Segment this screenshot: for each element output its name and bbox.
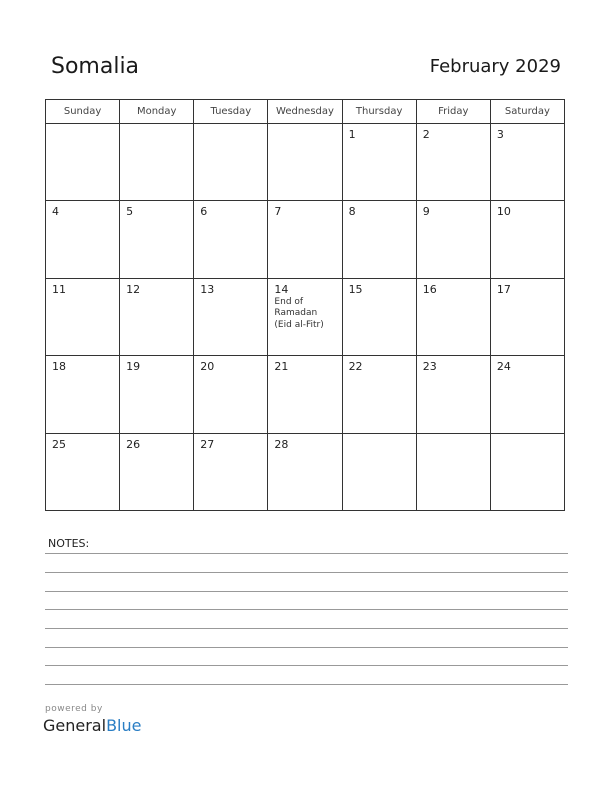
note-line bbox=[45, 591, 568, 592]
note-line bbox=[45, 665, 568, 666]
weekday-header: Thursday bbox=[342, 100, 416, 124]
day-number: 7 bbox=[274, 205, 282, 219]
calendar-week-row bbox=[46, 201, 565, 278]
holiday-event bbox=[268, 296, 336, 332]
day-number: 25 bbox=[52, 437, 66, 451]
day-number: 26 bbox=[126, 437, 141, 451]
holiday-event-line: End of bbox=[274, 296, 304, 307]
day-cell bbox=[416, 356, 490, 433]
weekday-header: Monday bbox=[120, 100, 194, 124]
day-cell bbox=[194, 356, 268, 433]
day-cell bbox=[46, 278, 120, 355]
weekday-header: Tuesday bbox=[194, 100, 268, 124]
day-cell bbox=[416, 433, 490, 510]
day-cell bbox=[120, 356, 194, 433]
country-title: Somalia bbox=[51, 54, 140, 79]
day-cell bbox=[416, 201, 490, 278]
weekday-header: Wednesday bbox=[268, 100, 342, 124]
calendar-grid bbox=[45, 99, 565, 511]
day-number: 2 bbox=[422, 128, 430, 141]
day-cell bbox=[46, 433, 120, 510]
day-cell bbox=[268, 278, 342, 355]
day-cell bbox=[268, 433, 342, 510]
note-line bbox=[45, 553, 568, 554]
calendar-week-row bbox=[46, 124, 565, 201]
generalblue-logo bbox=[43, 716, 141, 735]
day-cell bbox=[120, 201, 194, 278]
day-cell bbox=[46, 356, 120, 433]
day-cell bbox=[490, 201, 564, 278]
month-year-title: February 2029 bbox=[429, 56, 561, 77]
day-number: 23 bbox=[422, 360, 437, 374]
calendar-week-row bbox=[46, 356, 565, 433]
day-cell bbox=[342, 201, 416, 278]
brand-part-blue: Blue bbox=[106, 716, 142, 735]
day-number: 9 bbox=[422, 205, 430, 219]
day-number: 12 bbox=[126, 282, 141, 296]
brand-part-general: General bbox=[43, 716, 107, 735]
day-number: 10 bbox=[496, 205, 511, 219]
day-number: 27 bbox=[200, 437, 215, 451]
notes-label: NOTES: bbox=[48, 537, 90, 550]
day-number: 15 bbox=[348, 282, 363, 296]
day-number: 6 bbox=[200, 205, 208, 219]
day-cell bbox=[268, 356, 342, 433]
day-number: 4 bbox=[52, 205, 59, 219]
note-line bbox=[45, 572, 568, 573]
weekday-header: Saturday bbox=[490, 100, 564, 124]
day-cell bbox=[120, 433, 194, 510]
weekday-header-row bbox=[46, 100, 565, 124]
day-cell bbox=[46, 201, 120, 278]
weekday-header: Sunday bbox=[46, 100, 120, 124]
day-number: 19 bbox=[126, 360, 141, 374]
day-number: 28 bbox=[274, 437, 289, 451]
day-cell bbox=[490, 356, 564, 433]
holiday-event-line: (Eid al-Fitr) bbox=[274, 319, 324, 330]
day-number: 24 bbox=[496, 360, 511, 374]
day-cell bbox=[490, 278, 564, 355]
day-cell bbox=[268, 124, 342, 201]
day-number: 14 bbox=[274, 282, 289, 296]
day-number: 8 bbox=[348, 205, 356, 219]
note-line bbox=[45, 647, 568, 648]
day-number: 16 bbox=[422, 282, 437, 296]
powered-by-text: powered by bbox=[45, 704, 103, 714]
day-cell bbox=[342, 278, 416, 355]
weekday-header: Friday bbox=[416, 100, 490, 124]
day-cell bbox=[490, 124, 564, 201]
day-cell bbox=[120, 124, 194, 201]
day-number: 13 bbox=[200, 282, 215, 296]
day-number: 22 bbox=[348, 360, 363, 374]
day-cell bbox=[342, 124, 416, 201]
day-cell bbox=[194, 278, 268, 355]
day-number: 21 bbox=[274, 360, 289, 374]
day-cell bbox=[268, 201, 342, 278]
day-cell bbox=[342, 356, 416, 433]
calendar-week-row bbox=[46, 433, 565, 510]
day-number: 11 bbox=[52, 282, 66, 296]
note-line bbox=[45, 609, 568, 610]
day-cell bbox=[120, 278, 194, 355]
note-line bbox=[45, 628, 568, 629]
day-cell bbox=[342, 433, 416, 510]
day-number: 1 bbox=[348, 128, 356, 141]
day-number: 20 bbox=[200, 360, 215, 374]
day-number: 5 bbox=[126, 205, 134, 219]
day-cell bbox=[46, 124, 120, 201]
day-cell bbox=[194, 201, 268, 278]
day-number: 18 bbox=[52, 360, 66, 374]
day-cell bbox=[194, 433, 268, 510]
holiday-event-line: Ramadan bbox=[274, 308, 318, 319]
day-number: 17 bbox=[496, 282, 511, 296]
note-line bbox=[45, 684, 568, 685]
day-cell bbox=[490, 433, 564, 510]
day-cell bbox=[416, 278, 490, 355]
day-cell bbox=[194, 124, 268, 201]
calendar-week-row bbox=[46, 278, 565, 355]
day-cell bbox=[416, 124, 490, 201]
day-number: 3 bbox=[496, 128, 504, 141]
